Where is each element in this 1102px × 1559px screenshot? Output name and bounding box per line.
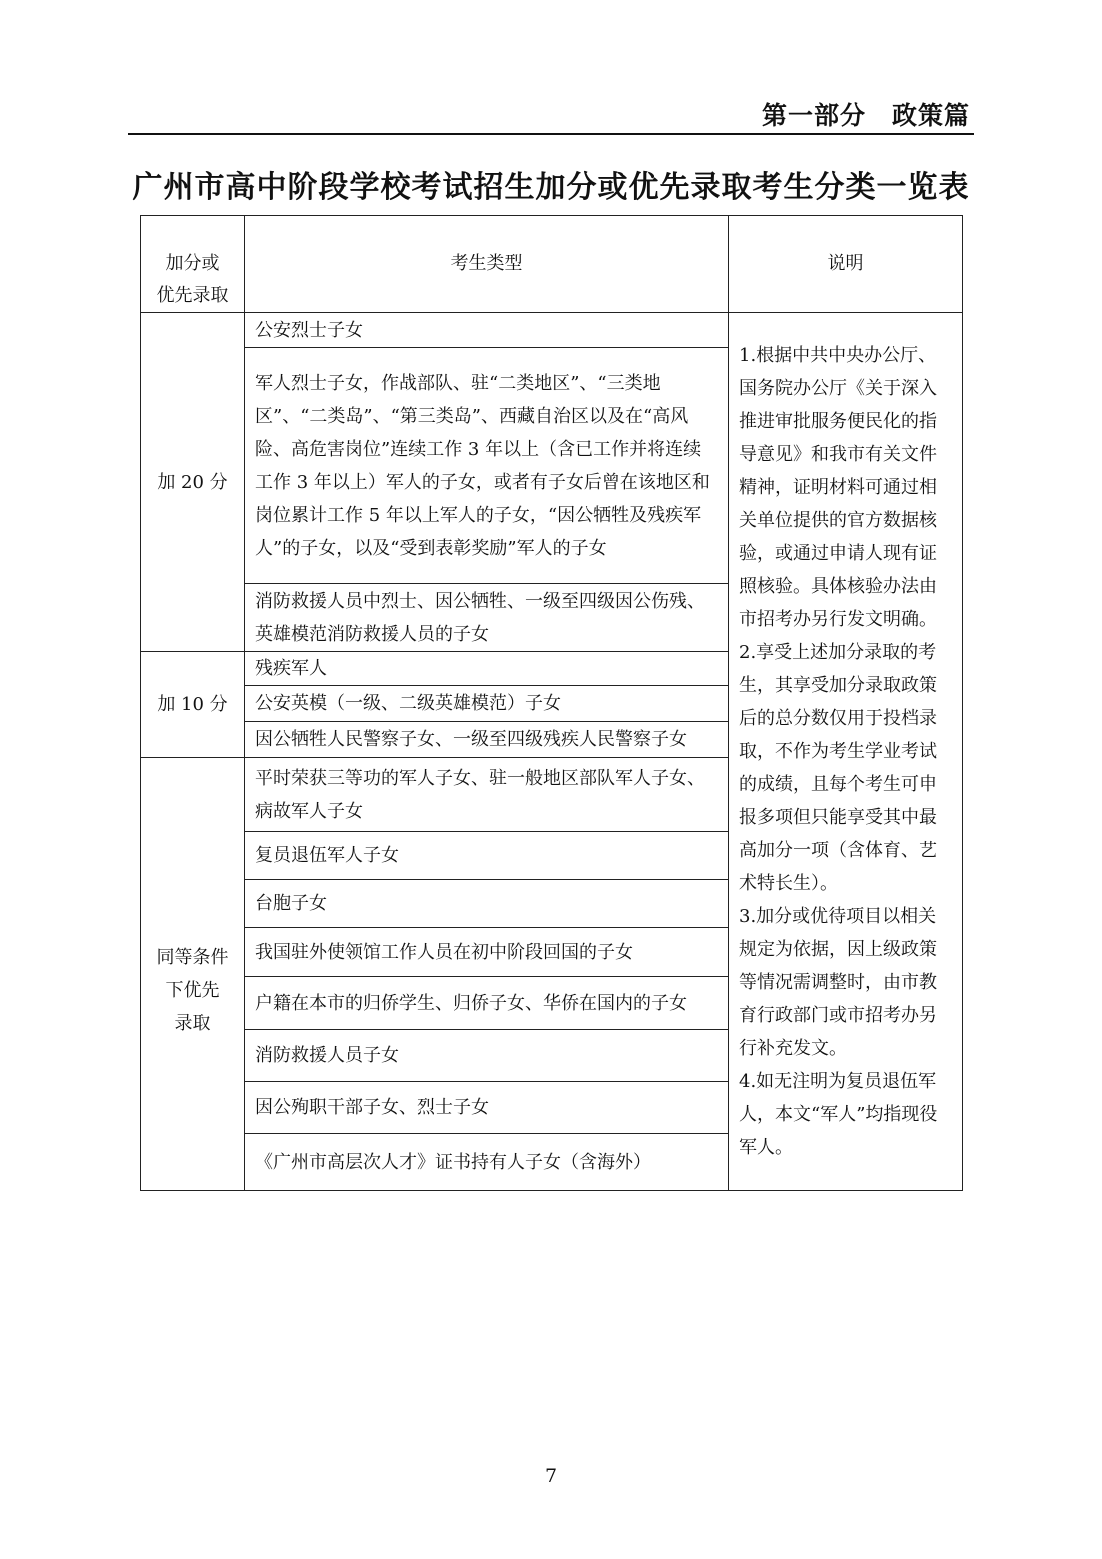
notes-cell: [729, 313, 963, 1191]
table-row: [141, 313, 963, 348]
category-cell-priority: [141, 758, 245, 1191]
type-text: 复员退伍军人子女: [255, 845, 399, 866]
type-text: 公安烈士子女: [255, 319, 363, 341]
col-header-type: [245, 216, 729, 313]
type-cell: [245, 832, 729, 880]
col-header-note: [729, 216, 963, 313]
note-item: 1.根据中共中央办公厅、国务院办公厅《关于深入推进审批服务便民化的指导意见》和我市有关文件精神，证明材料可通过相关单位提供的官方数据核验，或通过申请人现有证照核验。具体核验办法由市招考办另行发文明确。: [739, 345, 937, 630]
type-cell: [245, 348, 729, 584]
type-text: 消防救援人员中烈士、因公牺牲、一级至四级因公伤残、英雄模范消防救援人员的子女: [255, 590, 705, 645]
table-header-row: [141, 216, 963, 313]
type-cell: [245, 584, 729, 652]
type-text: 残疾军人: [255, 658, 327, 679]
note-item: 3.加分或优待项目以相关规定为依据，因上级政策等情况需调整时，由市教育行政部门或市招考办另行补充发文。: [739, 906, 937, 1059]
category-cell-plus10: [141, 652, 245, 758]
type-text: 台胞子女: [255, 893, 327, 914]
col-header-category: [141, 216, 245, 313]
type-text: 消防救援人员子女: [255, 1045, 399, 1066]
type-text: 平时荣获三等功的军人子女、驻一般地区部队军人子女、病故军人子女: [255, 767, 705, 822]
note-item: 4.如无注明为复员退伍军人，本文“军人”均指现役军人。: [739, 1071, 938, 1158]
header-divider: [128, 133, 974, 135]
page-number: 7: [544, 1465, 558, 1487]
type-cell: [245, 722, 729, 758]
type-text: 《广州市高层次人才》证书持有人子女（含海外）: [255, 1151, 651, 1173]
section-header: 第一部分 政策篇: [761, 101, 970, 130]
type-text: 因公殉职干部子女、烈士子女: [255, 1097, 489, 1118]
category-label: 加 10 分: [157, 694, 228, 715]
type-text: 户籍在本市的归侨学生、归侨子女、华侨在国内的子女: [255, 992, 687, 1014]
bonus-table: [140, 215, 963, 1191]
type-text: 公安英模（一级、二级英雄模范）子女: [255, 693, 561, 714]
note-item: 2.享受上述加分录取的考生，其享受加分录取政策后的总分数仅用于投档录取，不作为考生学业考试的成绩，且每个考生可申报多项但只能享受其中最高加分一项（含体育、艺术特长生）。: [739, 642, 937, 894]
col-header-note-label: 说明: [827, 253, 864, 274]
type-cell: [245, 1082, 729, 1134]
category-label: 同等条件 下优先 录取: [156, 947, 229, 1034]
document-title: 广州市高中阶段学校考试招生加分或优先录取考生分类一览表: [132, 170, 970, 205]
type-cell: [245, 313, 729, 348]
type-cell: [245, 880, 729, 928]
type-cell: [245, 758, 729, 832]
type-cell: [245, 1030, 729, 1082]
type-cell: [245, 686, 729, 722]
type-cell: [245, 1134, 729, 1191]
type-cell: [245, 977, 729, 1030]
col-header-category-label: 加分或 优先录取: [156, 253, 229, 306]
type-cell: [245, 928, 729, 977]
category-label: 加 20 分: [157, 471, 228, 493]
type-text: 因公牺牲人民警察子女、一级至四级残疾人民警察子女: [255, 729, 687, 750]
col-header-type-label: 考生类型: [450, 253, 523, 274]
category-cell-plus20: [141, 313, 245, 652]
type-cell: [245, 652, 729, 686]
type-text: 我国驻外使领馆工作人员在初中阶段回国的子女: [255, 941, 633, 963]
type-text: 军人烈士子女，作战部队、驻“二类地区”、“三类地区”、“二类岛”、“第三类岛”、西藏自治区以及在“高风险、高危害岗位”连续工作 3 年以上（含已工作并将连续工作 3 年以上）军人的子女，或者有子女后曾在该地区和岗位累计工作 5 年以上军人的子女，“因公牺牲及残疾军人”的子女，以及“受到表彰奖励”军人的子女: [255, 372, 710, 559]
